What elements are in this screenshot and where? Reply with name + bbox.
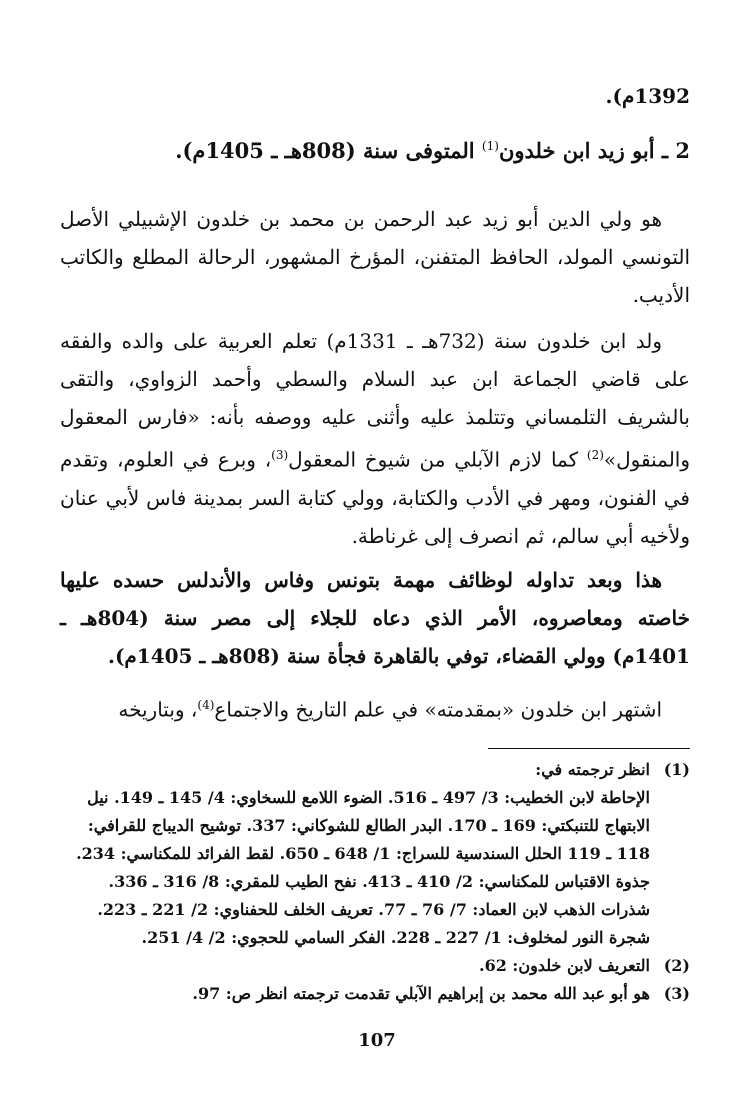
footnote-line: جذوة الاقتباس للمكناسي: 2/ 410 ـ 413. نفح الطيب للمقري: 8/ 316 ـ 336. [108, 872, 650, 891]
footnote-line: شذرات الذهب لابن العماد: 7/ 76 ـ 77. تعريف الخلف للحفناوي: 2/ 221 ـ 223. [97, 900, 650, 919]
paragraph-2-text-a: ولد ابن خلدون سنة (732هـ ـ 1331م) تعلم العربية على والده والفقه على قاضي الجماعة ابن عبد السلام والسطي وأحمد الزواوي، والتقى بالشريف التلمساني وتتلمذ عليه وأثنى عليه ووصفه بأنه: «فارس المعقول والمنقول» [60, 329, 691, 472]
paragraph-2 [60, 322, 690, 555]
footnotes [64, 756, 690, 1008]
paragraph-4 [60, 686, 690, 729]
footnote-divider [488, 748, 690, 749]
footnote-line: شجرة النور لمخلوف: 1/ 227 ـ 228. الفكر السامي للحجوي: 2/ 4/ 251. [141, 928, 650, 947]
footnote-line: هو أبو عبد الله محمد بن إبراهيم الآبلي تقدمت ترجمته انظر ص: 97. [192, 984, 650, 1003]
footnote-line: انظر ترجمته في: [535, 760, 650, 779]
paragraph-1: هو ولي الدين أبو زيد عبد الرحمن بن محمد بن خلدون الإشبيلي الأصل التونسي المولد، الحافظ المتفنن، المؤرخ المشهور، الرحالة المطلع والكاتب الأديب. [60, 207, 690, 307]
paragraph-2-text-c: ، وبرع في العلوم، وتقدم في الفنون، ومهر في الأدب والكتابة، وولي كتابة السر بمدينة فاس لأبي عنان ولأخيه أبي سالم، ثم انصرف إلى غرناطة. [60, 447, 690, 548]
footnote-3 [64, 980, 690, 1008]
heading-text: 2 ـ أبو زيد ابن خلدون [498, 138, 690, 163]
footnote-ref-3: (3) [271, 448, 289, 462]
footnote-line: الابتهاج للتنبكتي: 169 ـ 170. البدر الطالع للشوكاني: 337. توشيح الديباج للقرافي: [87, 816, 650, 835]
footnote-body [64, 980, 650, 1008]
page-number: 107 [358, 1030, 396, 1051]
continuation-line: 1392م). [605, 84, 690, 108]
footnote-ref-4: (4) [197, 698, 215, 712]
footnote-2 [64, 952, 690, 980]
paragraph-2-text-b: كما لازم الآبلي من شيوخ المعقول [288, 447, 587, 472]
footnote-line: 118 ـ 119 الحلل السندسية للسراج: 1/ 648 ـ 650. لقط الفرائد للمكناسي: 234. [76, 844, 650, 863]
paragraph-4-text-a: اشتهر ابن خلدون «بمقدمته» في علم التاريخ والاجتماع [214, 697, 662, 722]
footnote-line: التعريف لابن خلدون: 62. [479, 956, 650, 975]
heading-footnote-ref: (1) [481, 139, 499, 153]
paragraph-3: هذا وبعد تداوله لوظائف مهمة بتونس وفاس والأندلس حسده عليها خاصته ومعاصروه، الأمر الذي دعاه للجلاء إلى مصر سنة (804هـ ـ 1401م) وولي القضاء، توفي بالقاهرة فجأة سنة (808هـ ـ 1405م). [60, 568, 690, 668]
footnote-number: (3) [663, 984, 690, 1003]
paragraph-4-text-b: ، وبتاريخه [118, 697, 198, 722]
footnote-ref-2: (2) [586, 448, 604, 462]
footnote-body [64, 952, 650, 980]
footnote-body [64, 756, 650, 952]
footnote-line: الإحاطة لابن الخطيب: 3/ 497 ـ 516. الضوء اللامع للسخاوي: 4/ 145 ـ 149. نيل [87, 788, 650, 807]
section-heading [175, 138, 690, 163]
footnote-number: (1) [663, 760, 690, 779]
footnote-1 [64, 756, 690, 952]
heading-text-rest: المتوفى سنة (808هـ ـ 1405م). [175, 138, 482, 163]
footnote-number: (2) [663, 956, 690, 975]
